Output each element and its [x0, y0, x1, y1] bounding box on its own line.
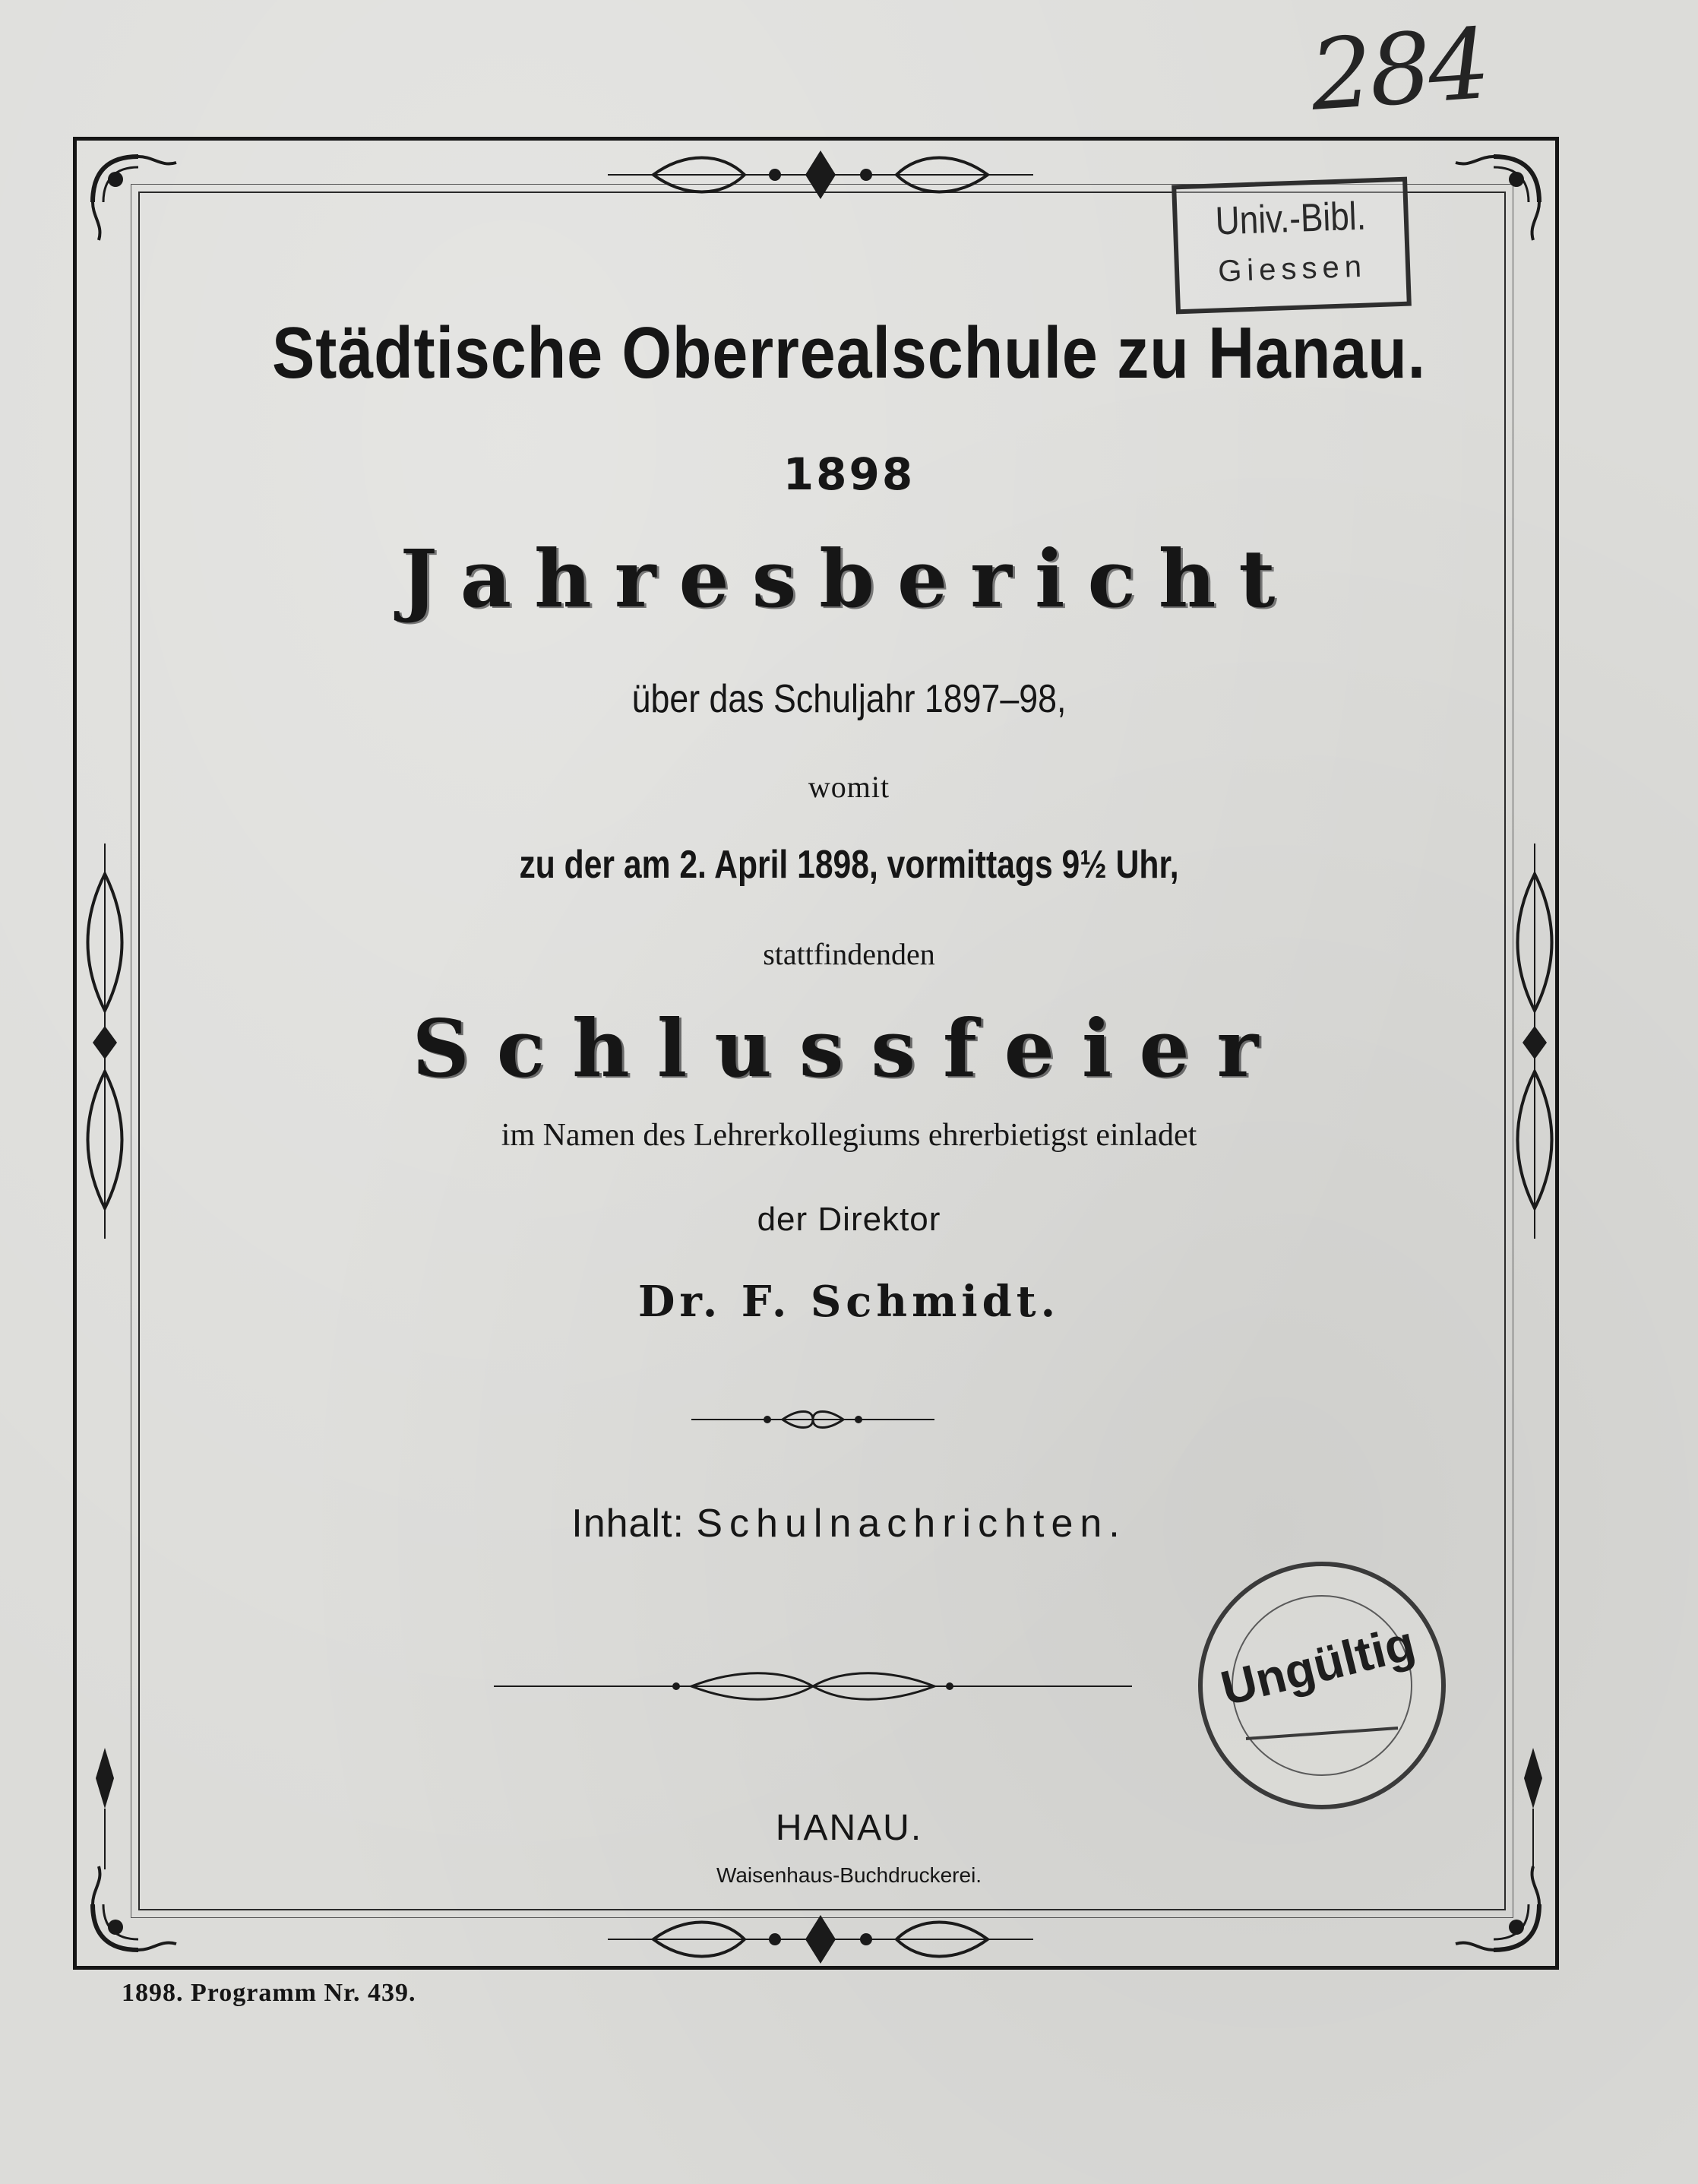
corner-ornament-top-right-icon	[1440, 149, 1547, 255]
report-year: 1898	[783, 448, 915, 500]
program-number: 1898. Programm Nr. 439.	[122, 1979, 416, 2007]
director-name: Dr. F. Schmidt.	[637, 1277, 1061, 1327]
womit-line: womit	[808, 770, 890, 804]
long-divider-ornament-icon	[494, 1667, 1132, 1705]
invitation-text: im Namen des Lehrerkollegiums ehrerbietigst einladet	[501, 1118, 1197, 1153]
school-title: Städtische Oberrealschule zu Hanau.	[271, 312, 1427, 394]
event-title: Schlussfeier	[412, 1002, 1286, 1095]
bottom-center-ornament-icon	[608, 1909, 1033, 1970]
corner-ornament-top-left-icon	[85, 149, 191, 255]
library-stamp	[1172, 177, 1412, 315]
round-stamp-overprint: Ungültig	[1216, 1615, 1421, 1716]
library-stamp-line1: Univ.-Bibl.	[1214, 194, 1367, 244]
handwritten-number: 284	[1307, 8, 1491, 133]
top-center-ornament-icon	[608, 144, 1033, 205]
contents-line	[0, 1501, 1698, 1546]
contents-value: Schulnachrichten.	[696, 1502, 1127, 1546]
invitation-date-line: zu der am 2. April 1898, vormittags 9½ Uhr,	[519, 843, 1179, 887]
library-stamp-line2: Giessen	[1217, 249, 1368, 289]
report-title: Jahresbericht	[400, 532, 1298, 625]
school-year-line: über das Schuljahr 1897–98,	[631, 677, 1067, 721]
stattfindenden-line: stattfindenden	[763, 937, 935, 971]
place-name: HANAU.	[775, 1808, 923, 1848]
small-divider-ornament-icon	[691, 1404, 934, 1435]
printer-name: Waisenhaus-Buchdruckerei.	[716, 1863, 982, 1887]
round-library-stamp-icon	[1185, 1549, 1459, 1826]
contents-label: Inhalt:	[571, 1502, 685, 1546]
director-label: der Direktor	[757, 1201, 941, 1238]
